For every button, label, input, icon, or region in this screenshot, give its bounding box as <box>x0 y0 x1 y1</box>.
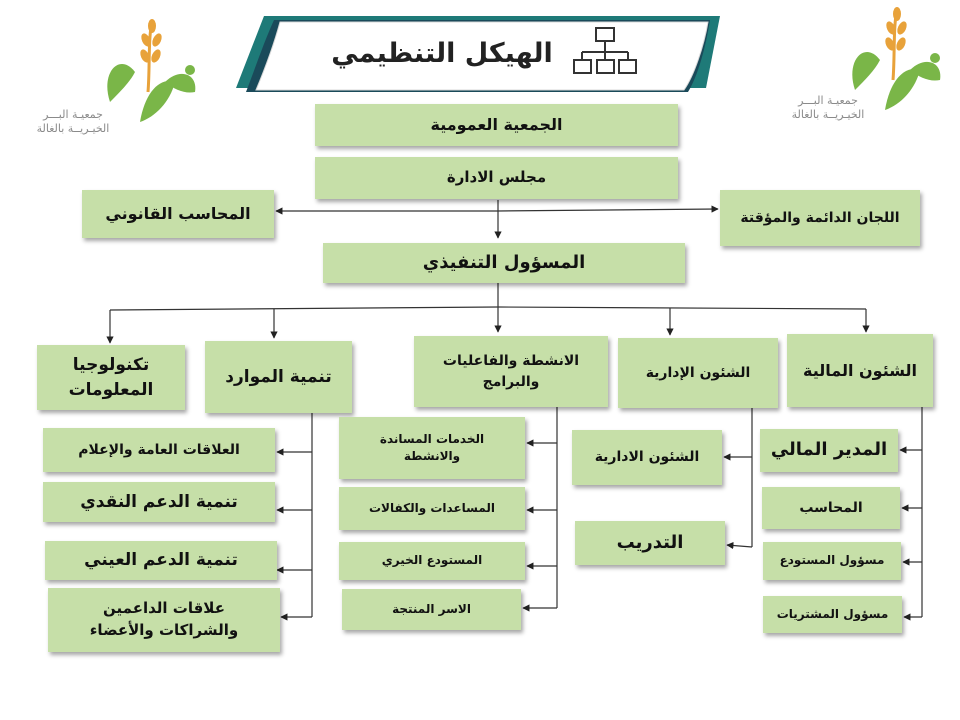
node-pr-media: العلاقات العامة والإعلام <box>43 428 275 472</box>
node-support-services: الخدمات المساندة والانشطة <box>339 417 525 479</box>
logo-line1: جمعيـة البـــر <box>43 108 103 121</box>
node-aid: المساعدات والكفالات <box>339 487 525 530</box>
node-purchasing-officer: مسؤول المشتريات <box>763 596 902 633</box>
node-admin-affairs: الشئون الإدارية <box>618 338 778 408</box>
node-warehouse: المستودع الخيري <box>339 542 525 580</box>
node-general-assembly: الجمعية العمومية <box>315 104 678 146</box>
node-legal-accountant: المحاسب القانوني <box>82 190 274 238</box>
node-accountant: المحاسب <box>762 487 900 529</box>
node-board: مجلس الادارة <box>315 157 678 199</box>
node-committees: اللجان الدائمة والمؤقتة <box>720 190 920 246</box>
node-training: التدريب <box>575 521 725 565</box>
node-finance: الشئون المالية <box>787 334 933 407</box>
node-executive: المسؤول التنفيذي <box>323 243 685 283</box>
node-finance-manager: المدير المالي <box>760 429 898 472</box>
node-inkind-support: تنمية الدعم العيني <box>45 541 277 580</box>
logo-line1: جمعيـة البـــر <box>798 94 858 107</box>
logo-line2: الخيـريــة بالغالة <box>791 107 865 121</box>
node-warehouse-officer: مسؤول المستودع <box>763 542 901 580</box>
node-partners: علاقات الداعمين والشراكات والأعضاء <box>48 588 280 652</box>
node-families: الاسر المنتجة <box>342 589 521 630</box>
node-cash-support: تنمية الدعم النقدي <box>43 482 275 522</box>
logo-line2: الخيـريــة بالغالة <box>36 121 110 135</box>
node-resources-dev: تنمية الموارد <box>205 341 352 413</box>
node-admin-sub: الشئون الادارية <box>572 430 722 485</box>
node-activities: الانشطة والفاعليات والبرامج <box>414 336 608 407</box>
node-it: تكنولوجيا المعلومات <box>37 345 185 410</box>
page-title: الهيكل التنظيمي <box>331 37 553 69</box>
